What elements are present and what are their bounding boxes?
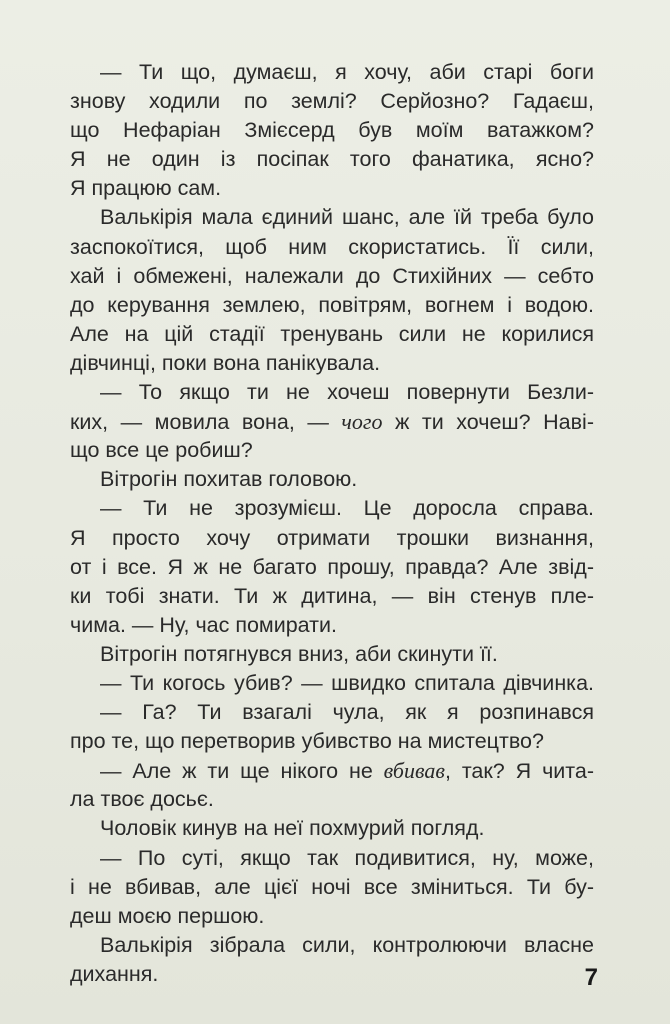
text-line [70,727,594,756]
text-line [70,553,594,582]
text-run: Я просто хочу отримати трошки визнання, [70,525,594,550]
text-run: що Нефаріан Змієсерд був моїм ватажком? [70,118,594,143]
text-line [70,320,594,349]
text-run: Я працюю сам. [70,176,222,201]
text-line [70,87,594,116]
text-line [70,844,594,873]
text-line [70,582,594,611]
text-run: Валькірія мала єдиний шанс, але їй треба було [100,205,594,230]
text-run: — Ти когось убив? — швидко спитала дівчинка. [100,670,594,695]
text-run: — Га? Ти взагалі чула, як я розпинався [100,700,594,725]
text-line [70,931,594,960]
page-body-text [70,58,594,989]
text-run: ки тобі знати. Ти ж дитина, — він стенув пле- [70,583,594,608]
text-run: до керування землею, повітрям, вогнем і водою. [70,292,594,317]
text-run: ж ти хочеш? Наві- [382,410,594,435]
text-line [70,524,594,553]
emphasized-text: чого [341,409,383,435]
text-run: заспокоїтися, щоб ним скористатись. Її сили, [70,234,594,259]
text-line [70,378,594,407]
text-run: про те, що перетворив убивство на мистецтво? [70,729,544,754]
text-run: чима. — Ну, час помирати. [70,612,337,637]
text-line [70,262,594,291]
text-run: хай і обмежені, належали до Стихійних — себто [70,263,594,288]
text-line [70,873,594,902]
text-line [70,233,594,262]
text-run: дихання. [70,961,159,986]
text-line [70,116,594,145]
text-line [70,698,594,727]
text-run: — Ти що, думаєш, я хочу, аби старі боги [100,60,594,84]
text-line [70,203,594,232]
text-run: Але на цій стадії тренувань сили не корилися [70,321,594,346]
text-line [70,145,594,174]
text-line [70,669,594,698]
text-line [70,291,594,320]
text-line [70,58,594,87]
text-run: знову ходили по землі? Серйозно? Гадаєш, [70,89,594,114]
text-line [70,902,594,931]
text-line [70,640,594,669]
text-line [70,494,594,523]
text-run: і не вбивав, але цієї ночі все зміниться. Ти бу- [70,874,594,899]
text-line [70,174,594,203]
page-number: 7 [584,964,598,991]
text-run: Чоловік кинув на неї похмурий погляд. [100,816,485,841]
text-run: — Ти не зрозумієш. Це доросла справа. [100,496,594,521]
emphasized-text: вбивав [383,758,445,784]
text-run: — Але ж ти ще нікого не [100,759,384,784]
text-run: Вітрогін потягнувся вниз, аби скинути її. [100,641,498,666]
text-run: деш моєю першою. [70,903,265,928]
text-run: , так? Я чита- [444,759,594,784]
text-run: Вітрогін похитав головою. [100,467,358,492]
text-line [70,756,594,785]
text-line [70,960,594,989]
text-run: ких, — мовила вона, — [70,410,342,435]
text-run: Валькірія зібрала сили, контролюючи власне [100,932,594,957]
text-run: дівчинці, поки вона панікувала. [70,350,381,375]
text-line [70,814,594,843]
text-line [70,785,594,814]
text-run: от і все. Я ж не багато прошу, правда? Але звід- [70,554,594,579]
text-run: — По суті, якщо так подивитися, ну, може, [100,845,594,870]
text-run: що все це робиш? [70,438,253,463]
text-line [70,465,594,494]
text-run: ла твоє досьє. [70,787,214,812]
text-line [70,436,594,465]
text-line [70,349,594,378]
text-line [70,407,594,436]
text-line [70,611,594,640]
text-run: Я не один із посіпак того фанатика, ясно? [70,147,594,172]
text-run: — То якщо ти не хочеш повернути Безли- [100,380,594,405]
